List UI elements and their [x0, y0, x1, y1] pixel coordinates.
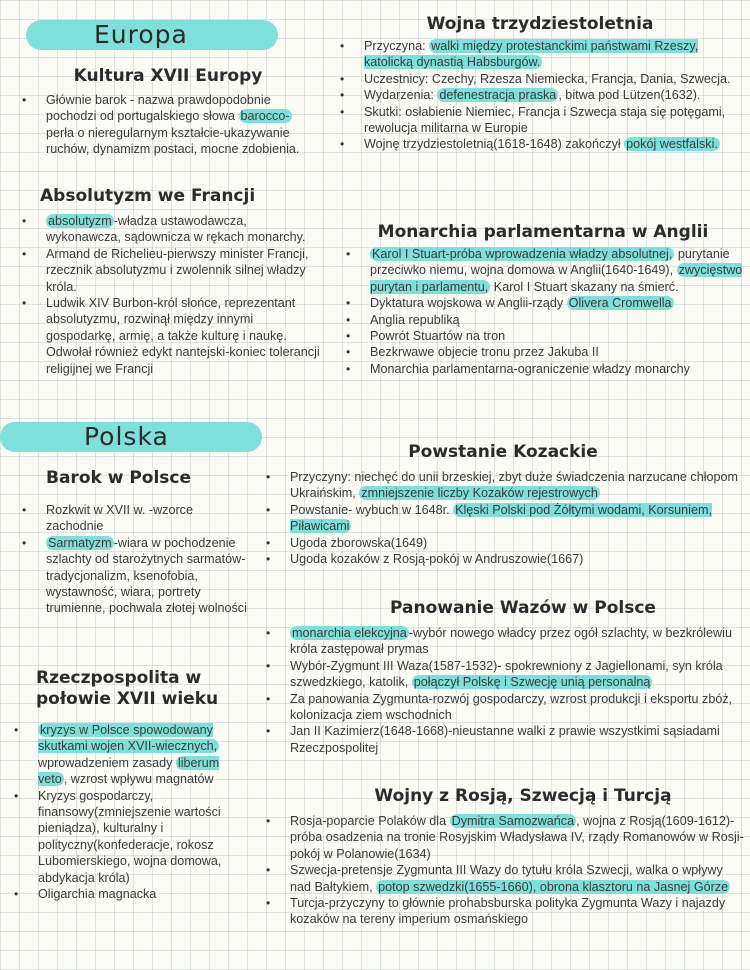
item-text: Anglia republiką [370, 312, 460, 327]
item-text: -wiara w pochodzenie szlachty od starożytnych sarmatów-tradycjonalizm, ksenofobia, wystawność, wiara, portrety trumienne, pochwala złotej wolności [46, 535, 247, 616]
list-item [262, 723, 744, 756]
list-item [262, 895, 744, 928]
item-text: Jan II Kazimierz(1648-1668)-nieustanne walki z prawie wszystkimi sąsiadami Rzeczpospolitej [290, 724, 720, 755]
list-item [262, 862, 744, 895]
list-item [336, 104, 744, 137]
highlighted-text: liberum veto [38, 755, 220, 787]
heading-wojny: Wojny z Rosją, Szwecją i Turcją [374, 786, 672, 806]
item-text: , wzrost wpływu magnatów [63, 772, 214, 787]
heading-barok: Barok w Polsce [46, 468, 192, 488]
list-item [262, 469, 744, 502]
section-rzeczpospolita [10, 668, 250, 902]
highlighted-text: Karol I Stuart-próba wprowadzenia władzy absolutnej, [372, 247, 673, 261]
highlighted-text: Klęski Polski pod Żółtymi wodami, Korsuniem, Piławicami [290, 502, 712, 534]
list-item [336, 136, 744, 152]
item-text: , wojna z Rosją(1609-1612)-próba osadzenia na tronie Rosyjskim Władysława IV, rządy Romanowów w Rosji-pokój w Polanowie(1634) [290, 814, 744, 861]
item-text: Skutki: osłabienie Niemiec, Francja i Szwecja staja się potęgami, rewolucja militarna w Europie [364, 104, 726, 136]
item-text: Rozkwit w XVII w. -wzorce zachodnie [46, 503, 193, 534]
item-text: Oligarchia magnacka [38, 887, 157, 902]
list-item [262, 551, 744, 567]
list-item [10, 722, 250, 788]
section-title-polska-text: Polska [84, 422, 169, 451]
list-item [262, 502, 744, 535]
list-item [342, 328, 744, 344]
list-item [262, 658, 744, 691]
list-kozackie [262, 469, 744, 567]
section-title-europa [26, 20, 278, 50]
item-text: wprowadzeniem zasady [38, 755, 176, 770]
highlighted-text: barocco- [240, 109, 290, 124]
highlighted-text: walki między protestanckimi państwami Rzeszy, katolicką dynastią Habsburgów. [364, 39, 699, 70]
item-text: , bitwa pod Lützen(1632). [558, 88, 701, 103]
list-item [342, 312, 744, 328]
highlighted-text: monarchia elekcyjna [292, 626, 407, 640]
item-text: Wojnę trzydziestoletnią(1618-1648) zakończył [364, 137, 625, 152]
item-text: Za panowania Zygmunta-rozwój gospodarczy, wzrost produkcji i eksportu zbóż, kolonizacja ziem wschodnich [290, 691, 733, 723]
item-text: Kryzys gospodarczy, finansowy(zmniejszenie wartości pieniądza), kulturalny i polityczny(konfederacje, rokosz Lubomierskiego, wojna domowa, abdykacja króla) [38, 788, 222, 885]
list-wojny [262, 813, 744, 928]
item-text: Dyktatura wojskowa w Anglii-rządy [370, 296, 567, 311]
item-text: Przyczyny: niechęć do unii brzeskiej, zbyt duże świadczenia narzucane chłopom Ukraińskim, [290, 470, 739, 501]
item-text: Wybór-Zygmunt III Waza(1587-1532)- spokrewniony z Jagiellonami, syn króla szwedzkiego, katolik, [290, 658, 723, 690]
item-text: Karol I Stuart skazany na śmierć. [490, 279, 679, 294]
list-item [18, 295, 323, 377]
section-barok [18, 468, 250, 617]
item-text: Ludwik XIV Burbon-król słońce, reprezentant absolutyzmu, rozwinął między innymi gospodarkę, armię, a także kulturę i naukę. Odwołał również edykt nantejski-koniec tolerancji religijnej we Francji [46, 296, 320, 376]
item-text: Bezkrwawe objecie tronu przez Jakuba II [370, 345, 599, 360]
item-text: Przyczyna: [364, 39, 430, 53]
highlighted-text: Olivera Cromwella [568, 296, 672, 311]
section-monarchia [342, 222, 744, 377]
highlighted-text: pokój westfalski. [626, 137, 718, 152]
list-item [10, 788, 250, 886]
list-item [336, 38, 744, 71]
section-absolutyzm [18, 186, 323, 377]
list-item [262, 813, 744, 862]
item-text: Wydarzenia: [364, 88, 438, 103]
section-wojny [262, 786, 744, 928]
item-text: Powstanie- wybuch w 1648r. [290, 502, 454, 517]
section-title-polska [0, 422, 262, 452]
heading-kultura: Kultura XVII Europy [73, 66, 263, 86]
list-monarchia [342, 246, 744, 377]
section-wojna [336, 14, 744, 153]
item-text: purytanie przeciwko niemu, wojna domowa w Anglii(1640-1649), [370, 247, 730, 278]
item-text: -wybór nowego władcy przez ogół szlachty, w bezkrólewiu króla zastępował prymas [290, 626, 732, 657]
list-item [262, 691, 744, 724]
section-wazowie [262, 598, 744, 756]
heading-wojna: Wojna trzydziestoletnia [426, 14, 654, 34]
list-barok [18, 502, 250, 617]
list-item [342, 361, 744, 377]
highlighted-text: połączył Polskę i Szwecję unią personalną [413, 675, 651, 690]
heading-wazowie: Panowanie Wazów w Polsce [390, 598, 656, 618]
highlighted-text: zmniejszenie liczby Kozaków rejestrowych [361, 486, 598, 501]
list-item [18, 502, 250, 535]
item-text: perła o nieregularnym kształcie-ukazywanie ruchów, dynamizm postaci, mocne zdobienia. [46, 125, 300, 157]
item-text: Powrót Stuartów na tron [370, 329, 506, 344]
highlighted-text: potop szwedzki(1655-1660), obrona klasztoru na Jasnej Górze [378, 879, 729, 894]
list-wazowie [262, 625, 744, 756]
item-text: Szwecja-pretensje Zygmunta III Wazy do tytułu króla Szwecji, walka o wpływy nad Bałtykiem, [290, 863, 723, 894]
item-text: Rosja-poparcie Polaków dla [290, 814, 450, 828]
item-text: Ugoda kozaków z Rosją-pokój w Andruszowie(1667) [290, 552, 584, 567]
list-item [342, 344, 744, 360]
heading-monarchia: Monarchia parlamentarna w Anglii [377, 222, 709, 242]
list-rzeczpospolita [10, 722, 250, 902]
list-item [18, 246, 323, 295]
highlighted-text: Sarmatyzm [48, 535, 112, 550]
highlighted-text: Dymitra Samozwańca [451, 814, 575, 828]
list-item [18, 92, 318, 158]
list-item [262, 625, 744, 658]
list-item [18, 535, 250, 617]
list-item [336, 87, 744, 103]
item-text: Turcja-przyczyny to głównie prohabsburska polityka Zygmunta Wazy i najazdy kozaków na tereny imperium osmańskiego [290, 896, 726, 927]
list-item [18, 213, 323, 246]
section-kultura [18, 66, 318, 158]
highlighted-text: kryzys w Polsce spowodowany skutkami wojen XVII-wiecznych, [38, 723, 218, 754]
item-text: Głównie barok - nazwa prawdopodobnie pochodzi od portugalskiego słowa [46, 93, 271, 124]
highlighted-text: zwycięstwo purytan i parlamentu, [370, 263, 743, 294]
heading-absolutyzm: Absolutyzm we Francji [40, 186, 256, 206]
item-text: Armand de Richelieu-pierwszy minister Francji, rzecznik absolutyzmu i zwolennik silnej władzy króla. [46, 246, 309, 294]
heading-kozackie: Powstanie Kozackie [408, 442, 598, 462]
highlighted-text: absolutyzm [48, 214, 112, 228]
item-text: Monarchia parlamentarna-ograniczenie władzy monarchy [370, 361, 690, 376]
list-item [10, 886, 250, 902]
item-text: -władza ustawodawcza, wykonawcza, sądownicza w rękach monarchy. [46, 214, 306, 245]
list-kultura [18, 92, 318, 158]
heading-rzeczpospolita: Rzeczpospolita w połowie XVII wieku [36, 668, 219, 709]
list-wojna [336, 38, 744, 153]
list-item [342, 295, 744, 311]
highlighted-text: defenestracja praska [439, 88, 557, 103]
list-absolutyzm [18, 213, 323, 377]
section-kozackie [262, 442, 744, 567]
item-text: Uczestnicy: Czechy, Rzesza Niemiecka, Francja, Dania, Szwecja. [364, 71, 731, 86]
item-text: Ugoda zborowska(1649) [290, 535, 428, 550]
list-item [342, 246, 744, 295]
section-title-europa-text: Europa [94, 20, 188, 49]
list-item [262, 535, 744, 551]
list-item [336, 71, 744, 87]
